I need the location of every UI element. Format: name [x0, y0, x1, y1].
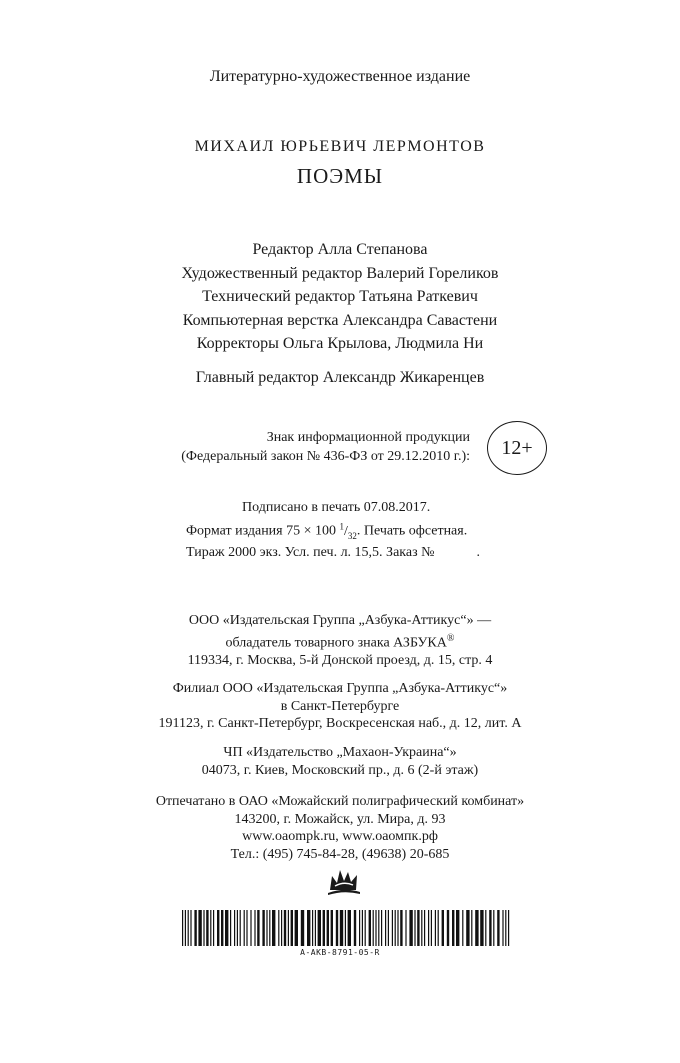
barcode-bar: [327, 910, 329, 946]
barcode-bar: [269, 910, 270, 946]
age-rating-badge: [487, 421, 547, 475]
barcode-bar: [400, 910, 402, 946]
barcode-bar: [417, 910, 419, 946]
barcode-bar: [240, 910, 241, 946]
barcode-bar: [489, 910, 491, 946]
barcode-bar: [194, 910, 196, 946]
barcode-bar: [312, 910, 313, 946]
barcode-bar: [315, 910, 316, 946]
barcode-bar: [323, 910, 325, 946]
barcode-bar: [438, 910, 439, 946]
barcode-bar: [466, 910, 469, 946]
barcode-bar: [388, 910, 389, 946]
barcode-bar: [281, 910, 282, 946]
barcode-bar: [385, 910, 386, 946]
barcode-bar: [340, 910, 343, 946]
branch-city: в Санкт-Петербурге: [280, 698, 400, 714]
ukraine-address: 04073, г. Киев, Московский пр., д. 6 (2-й этаж): [201, 762, 479, 778]
barcode-bar: [182, 910, 183, 946]
barcode-bar: [278, 910, 279, 946]
barcode-bar: [198, 910, 201, 946]
barcode-bar: [272, 910, 275, 946]
barcode-bar: [405, 910, 406, 946]
barcode-bar: [190, 910, 191, 946]
barcode-bar: [431, 910, 432, 946]
publisher-name: ООО «Издательская Группа „Азбука-Аттикус“» —: [188, 613, 492, 628]
print-run: Тираж 2000 экз. Усл. печ. л. 15,5. Заказ № .: [186, 545, 480, 561]
trademark-text: обладатель товарного знака АЗБУКА: [225, 635, 447, 651]
credit-line: Компьютерная верстка Александра Савастени: [182, 311, 498, 329]
print-format-prefix: Формат издания 75 × 100: [186, 523, 340, 539]
barcode-bar: [230, 910, 231, 946]
barcode-bar: [213, 910, 214, 946]
barcode-bar: [307, 910, 310, 946]
barcode-bar: [414, 910, 415, 946]
print-info: [186, 499, 516, 562]
barcode-bar: [485, 910, 486, 946]
barcode-bar: [508, 910, 509, 946]
printer-websites: www.oaompk.ru, www.оаомпк.рф: [242, 829, 438, 844]
print-signed: Подписано в печать 07.08.2017.: [242, 500, 431, 515]
credit-line: Корректоры Ольга Крылова, Людмила Ни: [196, 335, 484, 352]
barcode-bar: [462, 910, 463, 946]
printer-name: Отпечатано в ОАО «Можайский полиграфический комбинат»: [155, 794, 525, 809]
barcode-bar: [456, 910, 459, 946]
barcode-bar: [365, 910, 366, 946]
barcode-bar: [447, 910, 449, 946]
barcode-bar: [480, 910, 483, 946]
author-name: МИХАИЛ ЮРЬЕВИЧ ЛЕРМОНТОВ: [194, 138, 486, 155]
credits-block: [0, 238, 680, 356]
info-sign-text: [140, 428, 470, 466]
barcode-bar: [505, 910, 506, 946]
barcode-bar: [428, 910, 429, 946]
printer-info: [0, 793, 680, 863]
barcode-bar: [424, 910, 425, 946]
barcode-bar: [409, 910, 412, 946]
barcode-bar: [375, 910, 376, 946]
branch-name: Филиал ООО «Издательская Группа „Азбука-Аттикус“»: [172, 681, 508, 696]
barcode: [182, 910, 512, 946]
barcode-bar: [295, 910, 298, 946]
barcode-bar: [262, 910, 264, 946]
publisher-address: 119334, г. Москва, 5-й Донской проезд, д. 15, стр. 4: [187, 652, 493, 668]
barcode-bar: [502, 910, 503, 946]
barcode-bar: [452, 910, 454, 946]
print-format: [186, 517, 516, 544]
genre-line: Литературно-художественное издание: [209, 68, 471, 85]
format-denominator: 32: [347, 530, 357, 541]
barcode-bar: [435, 910, 436, 946]
branch-address: 191123, г. Санкт-Петербург, Воскресенская наб., д. 12, лит. А: [158, 716, 522, 731]
barcode-bar: [381, 910, 382, 946]
format-numerator: 1: [339, 521, 345, 531]
barcode-bar: [284, 910, 286, 946]
barcode-bar: [442, 910, 444, 946]
printer-address: 143200, г. Можайск, ул. Мира, д. 93: [234, 811, 446, 827]
publisher-branch: [0, 680, 680, 733]
azbuka-crown-logo-icon: [326, 866, 362, 896]
barcode-bar: [254, 910, 255, 946]
book-title: ПОЭМЫ: [296, 164, 384, 188]
age-rating-label: 12+: [501, 436, 533, 459]
barcode-bar: [217, 910, 219, 946]
barcode-bar: [318, 910, 321, 946]
barcode-bar: [250, 910, 251, 946]
barcode-bar: [257, 910, 259, 946]
barcode-bar: [234, 910, 235, 946]
info-sign-line: Знак информационной продукции: [266, 430, 470, 445]
barcode-bar: [354, 910, 356, 946]
barcode-bar: [475, 910, 478, 946]
credit-line: Редактор Алла Степанова: [252, 241, 428, 258]
ukraine-name: ЧП «Издательство „Махаон-Украина“»: [223, 745, 457, 760]
barcode-bar: [345, 910, 346, 946]
barcode-bar: [395, 910, 396, 946]
barcode-bar: [359, 910, 360, 946]
barcode-bar: [471, 910, 472, 946]
barcode-bar: [336, 910, 338, 946]
registered-mark: ®: [446, 632, 455, 644]
barcode-bar: [369, 910, 371, 946]
info-sign-law: (Федеральный закон № 436-ФЗ от 29.12.2010 г.):: [181, 449, 470, 464]
barcode-bar: [206, 910, 208, 946]
print-format-suffix: . Печать офсетная.: [356, 523, 468, 539]
barcode-bar: [237, 910, 238, 946]
barcode-bar: [291, 910, 293, 946]
barcode-bar: [266, 910, 267, 946]
barcode-bar: [331, 910, 333, 946]
barcode-bar: [493, 910, 494, 946]
publisher-ukraine: [0, 744, 680, 779]
barcode-bar: [392, 910, 393, 946]
barcode-bar: [185, 910, 186, 946]
barcode-text: A-AKB-8791-05-R: [300, 948, 380, 957]
barcode-bar: [221, 910, 223, 946]
barcode-bar: [362, 910, 363, 946]
barcode-bar: [378, 910, 379, 946]
chief-editor: Главный редактор Александр Жикаренцев: [195, 369, 485, 386]
barcode-bar: [203, 910, 204, 946]
credit-line: Технический редактор Татьяна Раткевич: [202, 288, 478, 305]
barcode-bar: [348, 910, 351, 946]
barcode-bar: [225, 910, 228, 946]
barcode-bar: [373, 910, 374, 946]
trademark-line: [0, 630, 680, 652]
publisher-main: [0, 612, 680, 669]
credit-line: Художественный редактор Валерий Гореликов: [181, 264, 499, 282]
barcode-bar: [301, 910, 304, 946]
format-fraction: $^1/_{32}$: [339, 521, 357, 541]
printer-phones: Тел.: (495) 745-84-28, (49638) 20-685: [230, 846, 450, 862]
barcode-bar: [397, 910, 398, 946]
barcode-bar: [246, 910, 247, 946]
barcode-bar: [288, 910, 289, 946]
barcode-bar: [421, 910, 422, 946]
barcode-bar: [188, 910, 189, 946]
barcode-bar: [497, 910, 499, 946]
barcode-bar: [244, 910, 245, 946]
barcode-bar: [210, 910, 211, 946]
